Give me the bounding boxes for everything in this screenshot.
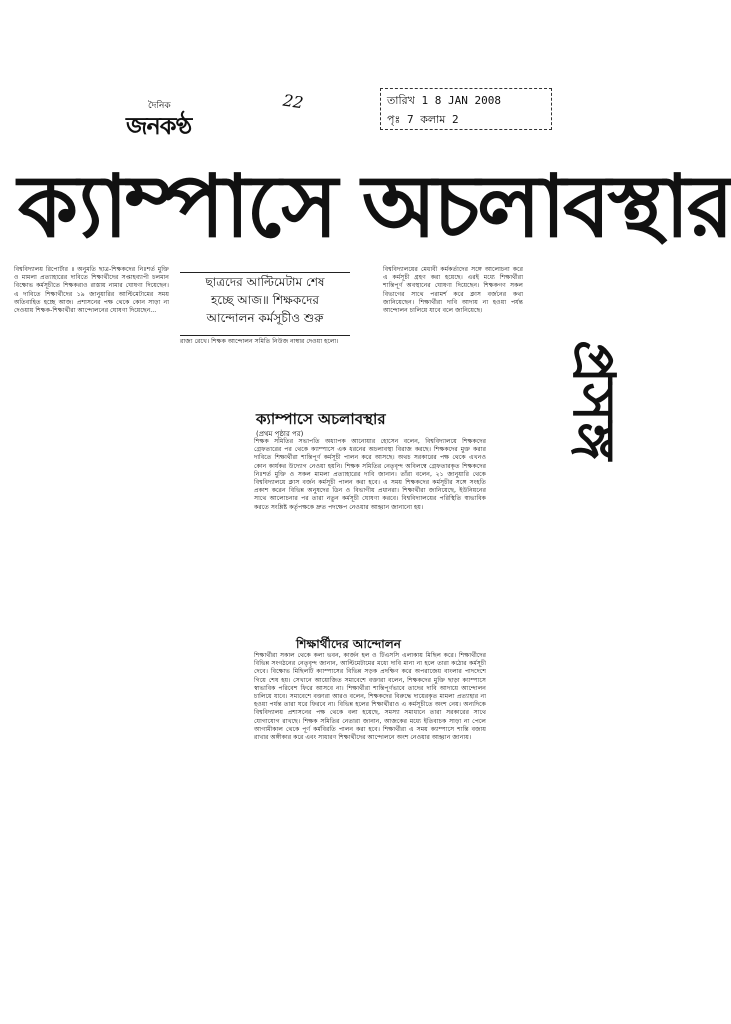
masthead-prefix: দৈনিক xyxy=(148,101,171,111)
handwritten-note: 22 xyxy=(281,90,305,113)
date-line: তারিখ 1 8 JAN 2008 xyxy=(387,94,501,107)
sub-headline-line1: ছাত্রদের আল্টিমেটাম শেষ xyxy=(205,275,325,289)
newspaper-masthead: জনকণ্ঠ xyxy=(126,111,192,140)
vertical-section-mark: প্রসঙ্গ xyxy=(560,339,628,461)
sub-headline-line3: আন্দোলন কর্মসূচীও শুরু xyxy=(206,311,324,325)
continuation-body-part1: শিক্ষক সমিতির সভাপতি অধ্যাপক আনোয়ার হোসেন বলেন, বিশ্ববিদ্যালয়ে শিক্ষকদের গ্রেফতারের পর থেকে ক্যাম্পাসে এক ধরনের অচলাবস্থা বিরাজ করছে। শিক্ষকদের মুক্ত করার দাবিতে শিক্ষার্থীরা শান্তিপূর্ণ কর্মসূচী পালন করে আসছে। অথচ সরকারের পক্ষ থেকে এখনও কোন কার্যকর উদ্যোগ নেওয়া হয়নি। শিক্ষক সমিতির নেতৃবৃন্দ অবিলম্বে গ্রেফতারকৃত শিক্ষকদের নিঃশর্ত মুক্তি ও সকল মামলা প্রত্যাহারের দাবি জানান। তাঁরা বলেন, ২১ জানুয়ারি থেকে বিশ্ববিদ্যালয়ে ক্লাস বর্জন কর্মসূচী পালন করা হবে। এ সময় শিক্ষকদের কর্মসূচীর সঙ্গে সংহতি প্রকাশ করেন বিভিন্ন অনুষদের ডিন ও বিভাগীয় প্রধানরা। শিক্ষার্থীরা জানিয়েছে, ইউনিয়নের সাথে আলোচনার পর তারা নতুন কর্মসূচী ঘোষণা করবে। বিশ্ববিদ্যালয়ের পরিস্থিতি স্বাভাবিক করতে সংশ্লিষ্ট কর্তৃপক্ষকে দ্রুত পদক্ষেপ নেওয়ার আহ্বান জানানো হয়। xyxy=(254,438,486,511)
right-column-text: বিশ্ববিদ্যালয়ের মেধাবী কর্মকর্তাদের সঙ্গে আলোচনা করে এ কর্মসূচী গ্রহণ করা হয়েছে। এরই মধ্যে শিক্ষার্থীরা শান্তিপূর্ণ অবস্থানের ঘোষণা দিয়েছেন। শিক্ষকগণ সকল বিভাগের সাথে পরামর্শ করে ক্লাস বর্জনের কথা জানিয়েছেন। শিক্ষার্থীরা দাবি আদায় না হওয়া পর্যন্ত আন্দোলন চালিয়ে যাবে বলে জানিয়েছে। xyxy=(383,266,523,315)
continuation-note: (প্রথম পৃষ্ঠার পর) xyxy=(256,430,304,438)
date-stamp xyxy=(380,88,552,130)
left-column-text: বিশ্ববিদ্যালয় রিপোর্টার ॥ অনুমতি ছাত্র-শিক্ষকদের নিঃশর্ত মুক্তি ও মামলা প্রত্যাহারের দাবিতে শিক্ষার্থীদের সপ্তাহব্যাপী চলমান বিক্ষোভ কর্মসূচীতে শিক্ষকরাও রাস্তায় নামার ঘোষণা দিয়েছেন। এ দাবিতে শিক্ষার্থীদের ১৯ জানুয়ারির আল্টিমেটামের সময় অতিবাহিত হচ্ছে আজ। প্রশাসনের পক্ষ থেকে কোন সাড়া না দেওয়ায় শিক্ষক-শিক্ষার্থীরা আন্দোলনের ঘোষণা দিয়েছেন... xyxy=(14,266,169,315)
sub-headline-line2: হচ্ছে আজ॥ শিক্ষকদের xyxy=(210,293,319,307)
main-headline: ক্যাম্পাসে অচলাবস্থার xyxy=(18,156,731,257)
page-line: পৃঃ 7 কলাম 2 xyxy=(387,113,459,126)
sub-headline-box xyxy=(180,272,350,336)
continuation-body-part2: শিক্ষার্থীরা সকাল থেকে কলা ভবন, কার্জন হল ও টিএসসি এলাকায় মিছিল করে। শিক্ষার্থীদের বিভিন্ন সংগঠনের নেতৃবৃন্দ জানান, আল্টিমেটামের মধ্যে দাবি মানা না হলে তারা কঠোর কর্মসূচী দেবে। বিক্ষোভ মিছিলটি ক্যাম্পাসের বিভিন্ন সড়ক প্রদক্ষিণ করে অপরাজেয় বাংলার পাদদেশে গিয়ে শেষ হয়। সেখানে আয়োজিত সমাবেশে বক্তারা বলেন, শিক্ষকদের মুক্তি ছাড়া ক্যাম্পাসে স্বাভাবিক পরিবেশ ফিরে আসবে না। শিক্ষার্থীরা শান্তিপূর্ণভাবে তাদের দাবি আদায়ে আন্দোলন চালিয়ে যাবে। সমাবেশে বক্তারা আরও বলেন, শিক্ষকদের বিরুদ্ধে দায়েরকৃত মামলা প্রত্যাহার না হওয়া পর্যন্ত তারা ঘরে ফিরবে না। বিভিন্ন হলের শিক্ষার্থীরাও এ কর্মসূচীতে অংশ নেয়। অন্যদিকে বিশ্ববিদ্যালয় প্রশাসনের পক্ষ থেকে বলা হয়েছে, সমস্যা সমাধানে তারা সরকারের সাথে যোগাযোগ রাখছে। শিক্ষক সমিতির নেতারা জানান, আজকের মধ্যে ইতিবাচক সাড়া না পেলে আগামীকাল থেকে পূর্ণ কর্মবিরতি পালন করা হবে। শিক্ষার্থীরা এ সময় ক্যাম্পাসে শান্তি বজায় রাখার অঙ্গীকার করে এবং সাধারণ শিক্ষার্থীদের আন্দোলনে অংশ নেওয়ার আহ্বান জানায়। xyxy=(254,652,486,742)
continuation-title: ক্যাম্পাসে অচলাবস্থার xyxy=(256,410,386,428)
continuation-subhead: শিক্ষার্থীদের আন্দোলন xyxy=(296,637,401,651)
mid-column-text: রাজ্য রেখে। শিক্ষক আন্দোলন সমিতি নিউজ নাম্বার দেওয়া হলো। xyxy=(180,338,339,345)
